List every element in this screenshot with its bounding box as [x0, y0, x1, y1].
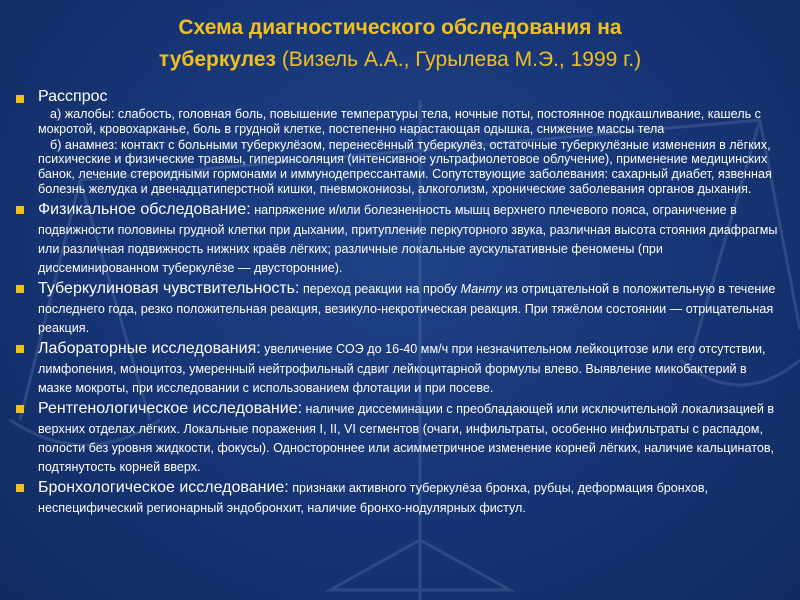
section-broncho [14, 477, 784, 516]
section-heading: Физикальное обследование: [38, 200, 251, 218]
slide-content [14, 88, 784, 518]
section-rassprос [14, 88, 784, 197]
section-xray [14, 398, 784, 475]
complaints-text: а) жалобы: слабость, головная боль, повышение температуры тела, ночные поты, постоянное подкашливание, кашель с мокротой, кровохарканье, боль в грудной клетке, постепенно нарастающая одышка, снижение массы тела [38, 107, 761, 136]
square-bullet-icon [16, 95, 24, 103]
title-authors: (Визель А.А., Гурылева М.Э., 1999 г.) [275, 48, 642, 71]
mantoux-term: Манту [460, 281, 502, 296]
section-heading: Рентгенологическое исследование: [38, 399, 303, 417]
slide-title [0, 12, 800, 76]
square-bullet-icon [16, 206, 24, 214]
section-heading: Расспрос [38, 88, 108, 105]
square-bullet-icon [16, 405, 24, 413]
section-text: увеличение СОЭ до 16-40 мм/ч при незначительном лейкоцитозе или его отсутствии, лимфопения, моноцитоз, умеренный нейтрофильный сдвиг лейкоцитарной формулы влево. Выявление микобактерий в мазке мокроты, при исследовании с использованием флотации и при посеве. [38, 341, 766, 395]
section-physical [14, 199, 784, 276]
section-heading: Туберкулиновая чувствительность: [38, 279, 300, 297]
section-text: наличие диссеминации с преобладающей или исключительной локализацией в верхних отделах лёгких. Локальные поражения I, II, VI сегментов (очаги, инфильтраты, особенно инфильтраты с распадом, полости без уровня жидкости, фокусы). Одностороннее или асимметричное изменение корней лёгких, наличие кальцинатов, подтянутость корней вверх. [38, 401, 775, 474]
section-heading: Бронхологическое исследование: [38, 478, 289, 496]
section-text: признаки активного туберкулёза бронха, рубцы, деформация бронхов, неспецифический регионарный эндобронхит, наличие бронхо-нодулярных фистул. [38, 480, 709, 515]
section-tuberculin [14, 278, 784, 336]
square-bullet-icon [16, 285, 24, 293]
title-keyword: туберкулез [158, 48, 276, 71]
square-bullet-icon [16, 345, 24, 353]
section-text: напряжение и/или болезненность мышц верхнего плечевого пояса, ограничение в подвижности половины грудной клетки при дыхании, притупление перкуторного звука, различная высота стояния диафрагмы или различная подвижность нижних краёв лёгких; различные локальные аускультативные феномены (при диссеминированном туберкулёзе — двусторонние). [38, 202, 778, 275]
section-laboratory [14, 338, 784, 396]
square-bullet-icon [16, 484, 24, 492]
anamnesis-text: б) анамнез: контакт с больными туберкулёзом, перенесённый туберкулёз, остаточные туберкулёзные изменения в лёгких, психические и физические травмы, гиперинсоляция (интенсивное ультрафиолетовое облучение), применение медицинских банок, лечение стероидными гормонами и иммунодепрессантами. Сопутствующие заболевания: сахарный диабет, язвенная болезнь желудка и двенадцатиперстной кишки, пневмокониозы, алкоголизм, хронические заболевания органов дыхания. [38, 137, 772, 196]
section-text: переход реакции на пробу [299, 281, 461, 296]
section-heading: Лабораторные исследования: [38, 339, 261, 357]
section-text: из отрицательной в положительную в течение последнего года, резко положительная реакция, везикуло-некротическая реакция. При тяжёлом состоянии — отрицательная реакция. [38, 281, 776, 335]
title-line-1: Схема диагностического обследования на [178, 16, 622, 39]
title-line-2 [0, 44, 800, 76]
